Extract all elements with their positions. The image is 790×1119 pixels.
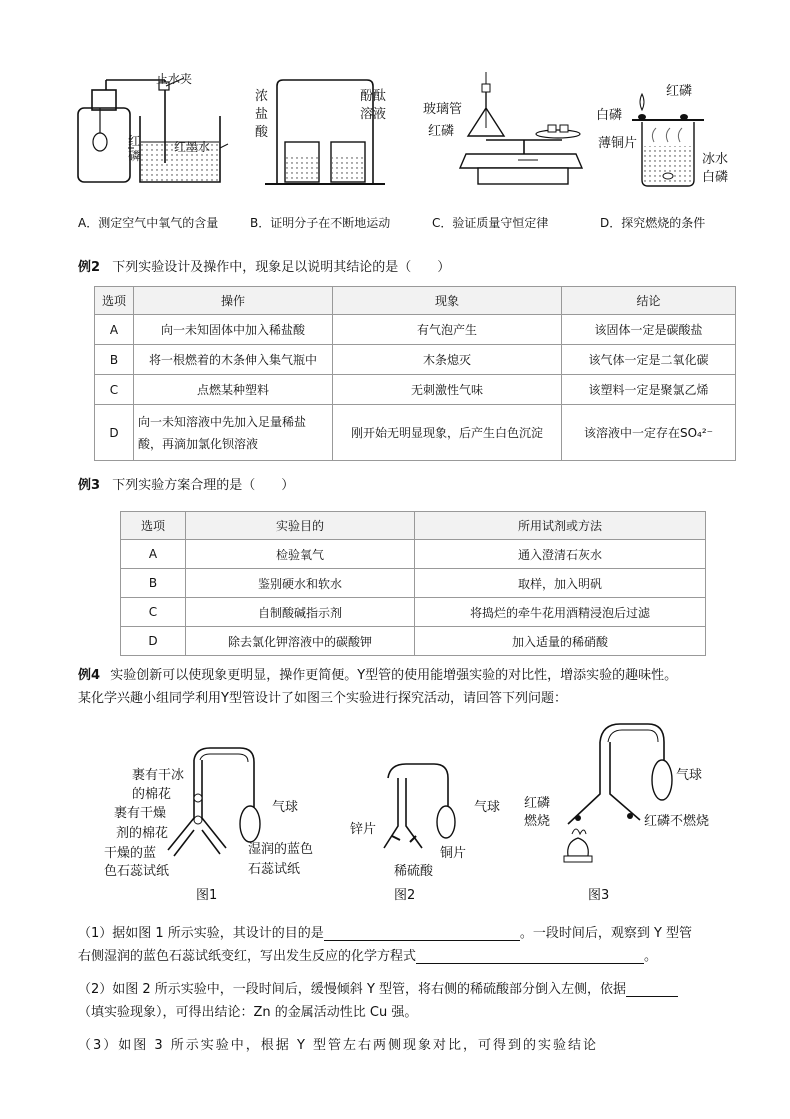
phenol-label: 酚酞 溶液 bbox=[360, 89, 387, 122]
fig1-wet-litmus: 石蕊试纸 bbox=[248, 862, 301, 877]
example3-label: 例3 bbox=[78, 478, 101, 493]
fig3-balloon: 气球 bbox=[676, 768, 703, 783]
caption-c: C．验证质量守恒定律 bbox=[432, 216, 549, 230]
white-p-label-d2: 白磷 bbox=[702, 170, 729, 185]
fig2-balloon: 气球 bbox=[474, 800, 501, 815]
figure-c bbox=[458, 68, 588, 188]
cell: C bbox=[95, 375, 134, 405]
y-tube-figure-3 bbox=[556, 716, 686, 876]
red-p-label-a: 红 磷 bbox=[128, 134, 141, 163]
cell: 该塑料一定是聚氯乙烯 bbox=[562, 375, 736, 405]
caption-b: B．证明分子在不断地运动 bbox=[250, 216, 391, 230]
fig3-caption: 图3 bbox=[588, 888, 610, 903]
cell: 通入澄清石灰水 bbox=[415, 540, 706, 569]
figure-a bbox=[70, 68, 240, 186]
cell: 将捣烂的牵牛花用酒精浸泡后过滤 bbox=[415, 598, 706, 627]
fig2-acid: 稀硫酸 bbox=[394, 864, 434, 879]
table-row bbox=[95, 405, 736, 461]
fig1-litmus: 色石蕊试纸 bbox=[104, 864, 170, 879]
cell: 刚开始无明显现象，后产生白色沉淀 bbox=[333, 405, 562, 461]
copper-sheet-label: 薄铜片 bbox=[598, 136, 638, 151]
table-row bbox=[121, 627, 706, 656]
fig2-caption: 图2 bbox=[394, 888, 416, 903]
cell: B bbox=[121, 569, 186, 598]
cell: 鉴别硬水和软水 bbox=[186, 569, 415, 598]
q1-answer-blank-1[interactable] bbox=[324, 928, 520, 941]
example3-question bbox=[78, 474, 294, 493]
table-row bbox=[95, 345, 736, 375]
table-row bbox=[121, 540, 706, 569]
cell: 木条熄灭 bbox=[333, 345, 562, 375]
fig1-desiccant: 裹有干燥 bbox=[114, 806, 167, 821]
example2-table bbox=[94, 286, 736, 461]
cell: 向一未知固体中加入稀盐酸 bbox=[134, 315, 333, 345]
cell: 该溶液中一定存在SO₄²⁻ bbox=[562, 405, 736, 461]
cell: C bbox=[121, 598, 186, 627]
cell: B bbox=[95, 345, 134, 375]
cell: 有气泡产生 bbox=[333, 315, 562, 345]
fig2-copper: 铜片 bbox=[440, 846, 467, 861]
clamp-label: 止水夹 bbox=[156, 72, 193, 86]
ex3-header-method: 所用试剂或方法 bbox=[415, 512, 706, 540]
cell: 自制酸碱指示剂 bbox=[186, 598, 415, 627]
q2-text-a: （2）如图 2 所示实验中，一段时间后，缓慢倾斜 Y 型管，将右侧的稀硫酸部分倒入左侧，依据 bbox=[78, 982, 627, 997]
q1-text-b: 。一段时间后，观察到 Y 型管 bbox=[519, 926, 693, 941]
q2-answer-blank[interactable] bbox=[626, 984, 678, 997]
fig1-agent-cotton: 剂的棉花 bbox=[116, 826, 169, 841]
question-2-line1 bbox=[78, 978, 678, 997]
fig3-burn: 燃烧 bbox=[524, 814, 551, 829]
example3-table bbox=[120, 511, 706, 656]
fig1-wet-blue: 湿润的蓝色 bbox=[248, 842, 314, 857]
cell: 该固体一定是碳酸盐 bbox=[562, 315, 736, 345]
example3-text: 下列实验方案合理的是（ ） bbox=[112, 478, 295, 493]
fig1-caption: 图1 bbox=[196, 888, 218, 903]
ex2-header-conclusion: 结论 bbox=[562, 287, 736, 315]
ex2-header-option: 选项 bbox=[95, 287, 134, 315]
cell: 无刺激性气味 bbox=[333, 375, 562, 405]
example4-line2: 某化学兴趣小组同学利用Y型管设计了如图三个实验进行探究活动，请回答下列问题： bbox=[78, 691, 567, 706]
cell: 向一未知溶液中先加入足量稀盐酸，再滴加氯化钡溶液 bbox=[134, 405, 333, 461]
example2-question bbox=[78, 256, 450, 275]
ink-label: 红墨水 bbox=[174, 140, 211, 154]
cell: 除去氯化钾溶液中的碳酸钾 bbox=[186, 627, 415, 656]
table-row bbox=[121, 569, 706, 598]
caption-a: A．测定空气中氧气的含量 bbox=[78, 216, 219, 230]
q1-text-d: 。 bbox=[644, 949, 658, 964]
figure-d bbox=[628, 84, 708, 188]
ex2-header-phenomenon: 现象 bbox=[333, 287, 562, 315]
glass-tube-label: 玻璃管 bbox=[423, 102, 463, 117]
cell: D bbox=[121, 627, 186, 656]
cell: 检验氧气 bbox=[186, 540, 415, 569]
fig3-no-burn: 红磷不燃烧 bbox=[644, 814, 710, 829]
table-row bbox=[95, 315, 736, 345]
ice-water-label: 冰水 bbox=[702, 152, 729, 167]
question-3-line1: （3）如图 3 所示实验中，根据 Y 型管左右两侧现象对比，可得到的实验结论 bbox=[78, 1038, 599, 1053]
fig1-dry-ice: 裹有干冰 bbox=[132, 768, 185, 783]
fig1-balloon: 气球 bbox=[272, 800, 299, 815]
red-p-label-d: 红磷 bbox=[666, 84, 693, 99]
caption-d: D．探究燃烧的条件 bbox=[600, 216, 706, 230]
cell: 加入适量的稀硝酸 bbox=[415, 627, 706, 656]
q1-text-c: 右侧湿润的蓝色石蕊试纸变红，写出发生反应的化学方程式 bbox=[78, 949, 417, 964]
cell: 点燃某种塑料 bbox=[134, 375, 333, 405]
example4-line1 bbox=[78, 664, 778, 683]
hcl-label: 浓 盐 酸 bbox=[255, 89, 269, 140]
white-p-label-d: 白磷 bbox=[596, 108, 623, 123]
ex3-header-option: 选项 bbox=[121, 512, 186, 540]
cell: 取样，加入明矾 bbox=[415, 569, 706, 598]
cell: A bbox=[95, 315, 134, 345]
cell: D bbox=[95, 405, 134, 461]
question-2-line2: （填实验现象），可得出结论：Zn 的金属活动性比 Cu 强。 bbox=[78, 1005, 418, 1020]
fig1-dry-blue: 干燥的蓝 bbox=[104, 846, 157, 861]
question-1-line2 bbox=[78, 945, 657, 964]
cell: A bbox=[121, 540, 186, 569]
cell: 将一根燃着的木条伸入集气瓶中 bbox=[134, 345, 333, 375]
y-tube-figure-2 bbox=[376, 756, 476, 856]
ex2-header-operation: 操作 bbox=[134, 287, 333, 315]
fig1-cotton: 的棉花 bbox=[132, 787, 172, 802]
q1-answer-blank-2[interactable] bbox=[416, 951, 644, 964]
question-1-line1 bbox=[78, 922, 692, 941]
ex3-header-purpose: 实验目的 bbox=[186, 512, 415, 540]
example4-text1: 实验创新可以使现象更明显，操作更简便。Y型管的使用能增强实验的对比性，增添实验的趣味性。 bbox=[110, 668, 678, 683]
example2-text: 下列实验设计及操作中，现象足以说明其结论的是（ ） bbox=[112, 260, 451, 275]
red-p-label-c: 红磷 bbox=[428, 124, 455, 139]
fig3-red-p: 红磷 bbox=[524, 796, 551, 811]
cell: 该气体一定是二氧化碳 bbox=[562, 345, 736, 375]
table-row bbox=[121, 598, 706, 627]
example2-label: 例2 bbox=[78, 260, 101, 275]
example4-label: 例4 bbox=[78, 668, 101, 683]
q1-text-a: （1）据如图 1 所示实验，其设计的目的是 bbox=[78, 926, 324, 941]
table-row bbox=[95, 375, 736, 405]
fig2-zinc: 锌片 bbox=[350, 822, 377, 837]
